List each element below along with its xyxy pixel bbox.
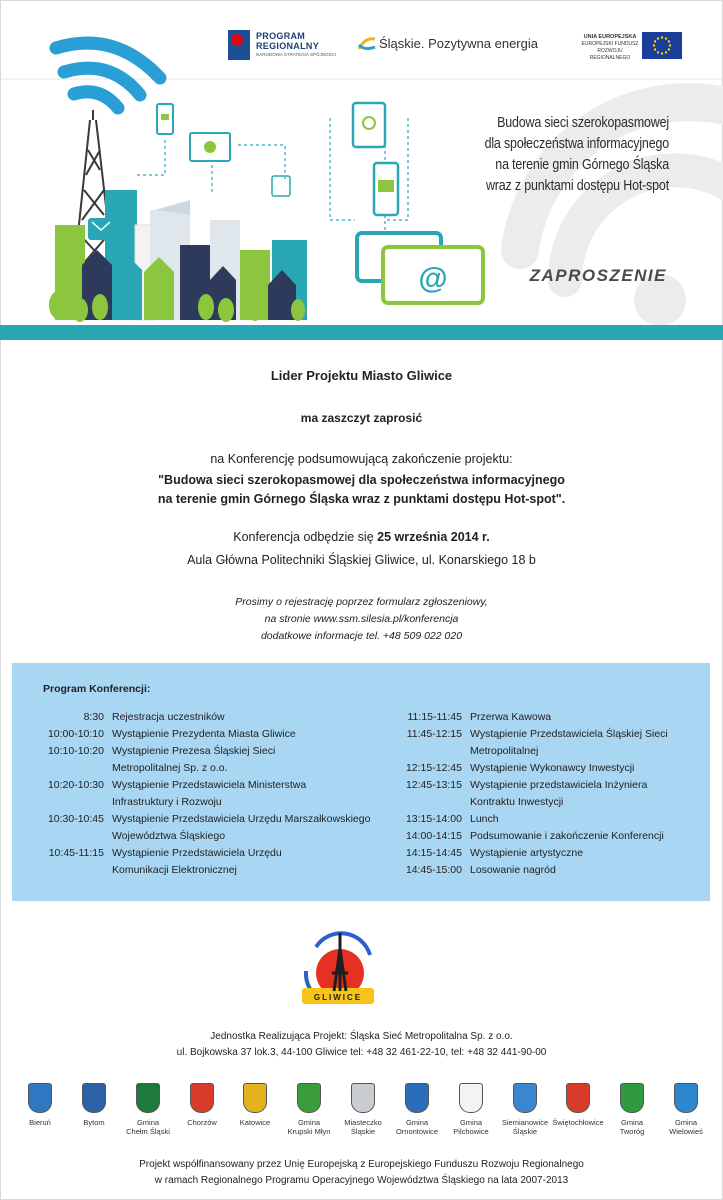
coat-of-arms-icon: [136, 1083, 160, 1113]
schedule-event-line: Wystąpienie Prezydenta Miasta Gliwice: [112, 728, 296, 740]
schedule-event-line: Metropolitalnej Sp. z o.o.: [112, 762, 228, 774]
program-box: [12, 663, 710, 901]
date-prefix: Konferencja odbędzie się: [233, 530, 378, 544]
eu-logo-line3: ROZWOJU REGIONALNEGO: [589, 48, 631, 61]
coat-of-arms-icon: [351, 1083, 375, 1113]
schedule-time: 8:30: [83, 711, 104, 723]
project-quote-line: "Budowa sieci szerokopasmowej dla społeczeństwa informacyjnego: [158, 473, 565, 487]
schedule-event-line: Wystąpienie Przedstawiciela Urzędu: [112, 847, 282, 859]
implementing-unit: Jednostka Realizująca Projekt: Śląska Sieć Metropolitalna Sp. z o.o.: [210, 1031, 513, 1042]
conference-venue: Aula Główna Politechniki Śląskiej Gliwice, ul. Konarskiego 18 b: [187, 553, 536, 567]
intro-line: na Konferencję podsumowującą zakończenie projektu:: [210, 452, 513, 466]
registration-line: dodatkowe informacje tel. +48 509 022 020: [260, 630, 463, 642]
municipality-crest: [335, 1083, 391, 1136]
schedule-time: 10:30-10:45: [47, 813, 104, 825]
municipality-name: Katowice: [239, 1118, 271, 1127]
municipality-name: Siemianowice Śląskie: [501, 1118, 549, 1136]
municipality-name: Chorzów: [187, 1118, 217, 1127]
schedule-event: [104, 845, 282, 879]
gliwice-logo-text: GLIWICE: [313, 993, 363, 1002]
eu-star-icon: [654, 48, 656, 50]
leader-line: Lider Projektu Miasto Gliwice: [270, 368, 453, 383]
program-logo-line2: REGIONALNY: [256, 41, 320, 51]
schedule-event: [104, 709, 225, 726]
schedule-event: [462, 760, 634, 777]
schedule-item: [30, 811, 400, 845]
schedule-time: 10:10-10:20: [47, 745, 104, 757]
schedule-item: [390, 709, 700, 726]
slaskie-logo: [357, 34, 547, 54]
schedule-item: [390, 760, 700, 777]
schedule-event-line: Podsumowanie i zakończenie Konferencji: [470, 830, 664, 842]
schedule-event-line: Wystąpienie Przedstawiciela Urzędu Marszałkowskiego: [112, 813, 371, 825]
municipality-crest: [389, 1083, 445, 1136]
municipality-crest: [281, 1083, 337, 1136]
cofinancing-line1: Projekt współfinansowany przez Unię Europejską z Europejskiego Funduszu Rozwoju Regionalnego: [139, 1159, 584, 1170]
project-quote: [0, 471, 723, 509]
coat-of-arms-icon: [674, 1083, 698, 1113]
schedule-time: 14:15-14:45: [405, 847, 462, 859]
schedule-event: [104, 743, 275, 777]
coat-of-arms-icon: [243, 1083, 267, 1113]
program-right-column: [390, 709, 700, 879]
schedule-event: [104, 811, 370, 845]
project-title-line: dla społeczeństwa informacyjnego: [484, 136, 669, 152]
eu-flag-icon: [642, 32, 682, 59]
conference-date-line: [0, 530, 723, 544]
schedule-event-line: Województwa Śląskiego: [112, 830, 226, 842]
registration-info: [0, 594, 723, 645]
program-regionalny-mark: [228, 30, 250, 60]
municipality-crest: [227, 1083, 283, 1127]
schedule-item: [390, 777, 700, 811]
slaskie-logo-text: Śląskie. Pozytywna energia: [379, 36, 538, 51]
schedule-event-line: Wystąpienie artystyczne: [470, 847, 584, 859]
slaskie-mark-icon: [357, 35, 377, 53]
schedule-event-line: Wystąpienie Prezesa Śląskiej Sieci: [112, 745, 276, 757]
project-title-line: Budowa sieci szerokopasmowej: [497, 115, 669, 131]
schedule-item: [390, 862, 700, 879]
coat-of-arms-icon: [82, 1083, 106, 1113]
schedule-time: 14:00-14:15: [405, 830, 462, 842]
municipality-crest: [658, 1083, 714, 1136]
municipality-crests: [14, 1083, 714, 1143]
schedule-time: 12:15-12:45: [405, 762, 462, 774]
municipality-name: Bytom: [83, 1118, 105, 1127]
eu-star-icon: [668, 48, 670, 50]
schedule-event-line: Wystąpienie przedstawiciela Inżyniera: [470, 779, 648, 791]
municipality-crest: [12, 1083, 68, 1127]
schedule-item: [390, 811, 700, 828]
schedule-event: [462, 828, 664, 845]
schedule-event: [462, 811, 499, 828]
schedule-event-line: Infrastruktury i Rozwoju: [112, 796, 222, 808]
schedule-time: 10:20-10:30: [47, 779, 104, 791]
municipality-crest: [604, 1083, 660, 1136]
eu-logo-text: [580, 34, 640, 62]
coat-of-arms-icon: [459, 1083, 483, 1113]
program-logo-line3: NARODOWA STRATEGIA SPÓJNOŚCI: [256, 52, 337, 57]
gliwice-logo: [296, 927, 382, 1011]
schedule-event: [462, 845, 583, 862]
schedule-item: [30, 845, 400, 879]
eu-star-icon: [668, 40, 670, 42]
project-title-line: na terenie gmin Górnego Śląska: [495, 157, 669, 173]
municipality-name: Gmina Pilchowice: [453, 1118, 489, 1136]
municipality-crest: [550, 1083, 606, 1127]
eu-star-icon: [653, 44, 655, 46]
coat-of-arms-icon: [566, 1083, 590, 1113]
schedule-item: [30, 777, 400, 811]
schedule-event-line: Kontraktu Inwestycji: [470, 796, 564, 808]
project-title-line: wraz z punktami dostępu Hot-spot: [485, 178, 669, 194]
schedule-event-line: Komunikacji Elektronicznej: [112, 864, 237, 876]
municipality-name: Gmina Tworóg: [619, 1118, 645, 1136]
schedule-event: [104, 777, 306, 811]
program-heading: Program Konferencji:: [43, 683, 151, 695]
schedule-event: [462, 777, 647, 811]
registration-line: na stronie www.ssm.silesia.pl/konferencja: [264, 613, 459, 625]
municipality-crest: [174, 1083, 230, 1127]
program-left-column: [30, 709, 400, 879]
eu-star-icon: [661, 52, 663, 54]
schedule-event-line: Wystąpienie Przedstawiciela Śląskiej Sieci: [470, 728, 668, 740]
municipality-name: Gmina Krupski Młyn: [287, 1118, 331, 1136]
schedule-event: [462, 709, 551, 726]
schedule-time: 10:45-11:15: [48, 847, 104, 859]
schedule-time: 11:15-11:45: [407, 711, 462, 723]
implementing-unit-address: ul. Bojkowska 37 lok.3, 44-100 Gliwice tel: +48 32 461-22-10, tel: +48 32 441-90-00: [176, 1047, 547, 1058]
municipality-name: Gmina Ornontowice: [395, 1118, 439, 1136]
schedule-event-line: Wystąpienie Wykonawcy Inwestycji: [470, 762, 635, 774]
coat-of-arms-icon: [405, 1083, 429, 1113]
municipality-name: Świętochłowice: [552, 1118, 604, 1127]
eu-logo-line2: EUROPEJSKI FUNDUSZ: [581, 41, 639, 47]
schedule-item: [390, 828, 700, 845]
schedule-event-line: Wystąpienie Przedstawiciela Ministerstwa: [112, 779, 307, 791]
schedule-event-line: Rejestracja uczestników: [112, 711, 225, 723]
municipality-crest: [443, 1083, 499, 1136]
municipality-crest: [120, 1083, 176, 1136]
municipality-name: Gmina Chełm Śląski: [126, 1118, 170, 1136]
schedule-event-line: Metropolitalnej: [470, 745, 539, 757]
schedule-event: [462, 726, 668, 760]
eu-star-icon: [665, 51, 667, 53]
eu-logo: [580, 32, 684, 62]
municipality-crest: [497, 1083, 553, 1136]
schedule-item: [390, 845, 700, 862]
registration-line: Prosimy o rejestrację poprzez formularz zgłoszeniowy,: [235, 596, 488, 608]
municipality-name: Bieruń: [29, 1118, 51, 1127]
schedule-time: 12:45-13:15: [405, 779, 462, 791]
schedule-time: 11:45-12:15: [406, 728, 462, 740]
schedule-time: 14:45-15:00: [405, 864, 462, 876]
svg-text:@: @: [418, 262, 448, 295]
eu-star-icon: [669, 44, 671, 46]
schedule-item: [30, 743, 400, 777]
conference-date: 25 września 2014 r.: [377, 530, 490, 544]
eu-logo-line1: UNIA EUROPEJSKA: [583, 34, 637, 40]
cofinancing-line2: w ramach Regionalnego Programu Operacyjnego Województwa Śląskiego na lata 2007-2013: [154, 1175, 569, 1186]
schedule-time: 13:15-14:00: [405, 813, 462, 825]
municipality-name: Miasteczko Śląskie: [344, 1118, 382, 1136]
project-quote-line: na terenie gmin Górnego Śląska wraz z punktami dostępu Hot-spot".: [157, 492, 566, 506]
eu-star-icon: [661, 36, 663, 38]
eu-star-icon: [657, 37, 659, 39]
schedule-item: [30, 726, 400, 743]
coat-of-arms-icon: [513, 1083, 537, 1113]
schedule-event-line: Przerwa Kawowa: [470, 711, 552, 723]
project-title-header: [463, 113, 669, 197]
schedule-time: 10:00-10:10: [47, 728, 104, 740]
program-regionalny-logo: [228, 30, 338, 62]
schedule-event: [462, 862, 556, 879]
coat-of-arms-icon: [28, 1083, 52, 1113]
municipality-crest: [66, 1083, 122, 1127]
coat-of-arms-icon: [190, 1083, 214, 1113]
eu-star-icon: [654, 40, 656, 42]
coat-of-arms-icon: [297, 1083, 321, 1113]
schedule-event-line: Lunch: [470, 813, 499, 825]
invitation-heading: ZAPROSZENIE: [529, 266, 667, 285]
municipality-name: Gmina Wielowieś: [669, 1118, 703, 1136]
honor-line: ma zaszczyt zaprosić: [300, 411, 423, 425]
coat-of-arms-icon: [620, 1083, 644, 1113]
schedule-item: [30, 709, 400, 726]
schedule-event-line: Losowanie nagród: [470, 864, 556, 876]
eu-star-icon: [657, 51, 659, 53]
program-logo-line1: PROGRAM: [256, 31, 306, 41]
eu-star-icon: [665, 37, 667, 39]
schedule-event: [104, 726, 296, 743]
schedule-item: [390, 726, 700, 760]
